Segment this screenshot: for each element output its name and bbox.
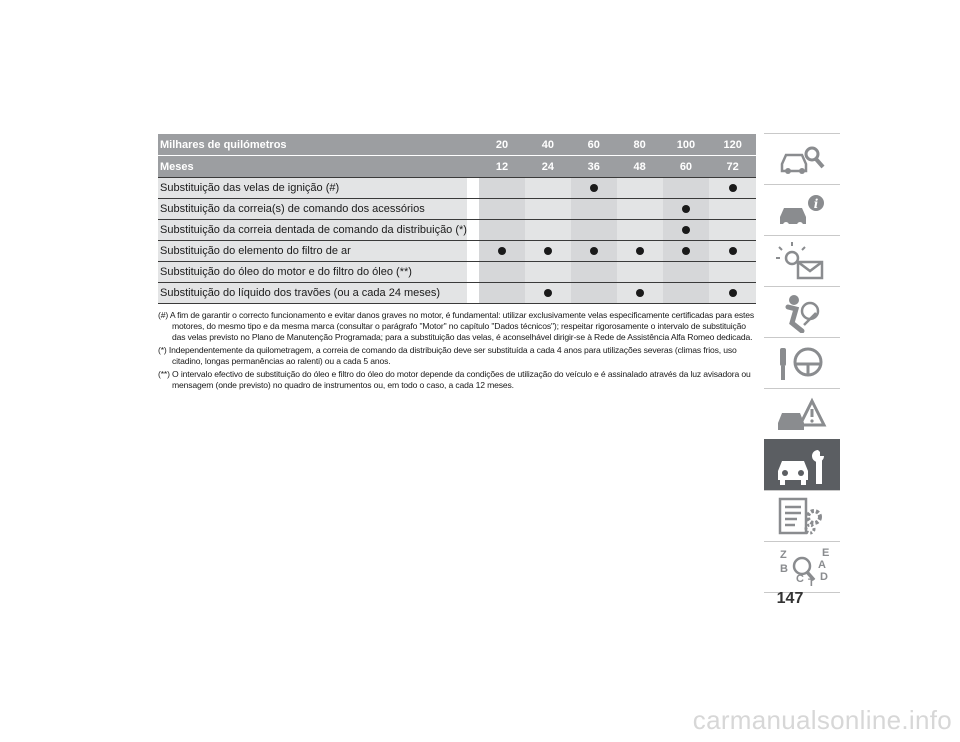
operation-label: Substituição da correia(s) de comando dos acessórios <box>158 199 467 220</box>
chapter-tab-3[interactable] <box>764 235 840 286</box>
interval-cell <box>571 220 617 241</box>
interval-cell <box>479 178 525 199</box>
index-letter: B <box>780 563 788 575</box>
interval-cell <box>617 178 663 199</box>
interval-cell <box>525 220 571 241</box>
operation-row <box>158 262 756 283</box>
interval-cell <box>663 199 710 220</box>
scheduled-dot-icon <box>544 289 552 297</box>
interval-cell <box>663 262 710 283</box>
interval-cell <box>663 241 710 262</box>
chapter-tab-9[interactable] <box>764 541 840 593</box>
interval-cell <box>617 241 663 262</box>
interval-cell <box>525 178 571 199</box>
svg-text:i: i <box>813 197 819 211</box>
interval-cell <box>663 283 710 304</box>
months-24: 24 <box>525 156 571 178</box>
operation-row <box>158 178 756 199</box>
interval-cell <box>709 199 756 220</box>
scheduled-dot-icon <box>636 289 644 297</box>
chapter-tab-4[interactable] <box>764 286 840 337</box>
interval-cell <box>709 178 756 199</box>
interval-cell <box>709 262 756 283</box>
scheduled-dot-icon <box>682 205 690 213</box>
car-wrench-icon <box>774 444 830 486</box>
chapter-tab-6[interactable] <box>764 388 840 439</box>
warning-light-envelope-icon <box>774 240 830 282</box>
interval-cell <box>617 199 663 220</box>
car-magnifier-icon <box>774 138 830 180</box>
passenger-airbag-icon <box>774 291 830 333</box>
interval-cell <box>525 262 571 283</box>
interval-cell <box>479 283 525 304</box>
interval-cell <box>663 178 710 199</box>
months-header-label: Meses <box>158 156 467 178</box>
months-36: 36 <box>571 156 617 178</box>
chapter-tabs <box>764 133 840 593</box>
scheduled-dot-icon <box>498 247 506 255</box>
scheduled-dot-icon <box>729 289 737 297</box>
operation-label: Substituição das velas de ignição (#) <box>158 178 467 199</box>
chapter-tab-5[interactable] <box>764 337 840 388</box>
interval-cell <box>525 199 571 220</box>
interval-cell <box>709 220 756 241</box>
footnote-timing-belt: (*) Independentemente da quilometragem, a correia de comando da distribuição deve ser substituída a cada 4 anos para utilizações severas (climas frios, uso citadino, longas permanências ao ralenti) ou a cada 5 anos. <box>158 345 737 366</box>
interval-cell <box>479 199 525 220</box>
interval-cell <box>617 262 663 283</box>
interval-cell <box>525 241 571 262</box>
interval-cell <box>663 220 710 241</box>
operation-row <box>158 283 756 304</box>
months-60: 60 <box>663 156 710 178</box>
scheduled-dot-icon <box>729 247 737 255</box>
km-header-row <box>158 134 756 156</box>
footnote-spark-plugs: (#) A fim de garantir o correcto funcionamento e evitar danos graves no motor, é fundamental: utilizar exclusivamente velas especificamente certificadas para estes motores, do mesmo tipo e da mesma marca (consultar o parágrafo "Motor" no capítulo "Dados técnicos"); respeitar rigorosamente o intervalo de substituição das velas previsto no Plano de Manutenção Programada; para a substituição das velas, é aconselhável dirigir-se à Rede de Assistência Alfa Romeo dedicada. <box>158 310 755 342</box>
footnotes <box>158 310 758 393</box>
interval-cell <box>571 178 617 199</box>
index-letter: Z <box>780 549 787 561</box>
km-120: 120 <box>709 134 756 156</box>
km-80: 80 <box>617 134 663 156</box>
operation-label: Substituição da correia dentada de comando da distribuição (*) <box>158 220 467 241</box>
interval-cell <box>571 262 617 283</box>
months-72: 72 <box>709 156 756 178</box>
document-gears-icon <box>774 495 830 537</box>
km-40: 40 <box>525 134 571 156</box>
operation-label: Substituição do elemento do filtro de ar <box>158 241 467 262</box>
steering-wheel-key-icon <box>774 342 830 384</box>
scheduled-dot-icon <box>544 247 552 255</box>
interval-cell <box>709 241 756 262</box>
operation-label: Substituição do líquido dos travões (ou a cada 24 meses) <box>158 283 467 304</box>
interval-cell <box>617 220 663 241</box>
operation-row <box>158 220 756 241</box>
watermark: carmanualsonline.info <box>692 705 952 735</box>
index-letter: C <box>796 573 804 585</box>
car-warning-triangle-icon <box>774 393 830 435</box>
interval-cell <box>479 241 525 262</box>
interval-cell <box>571 241 617 262</box>
page-number: 147 <box>776 590 804 607</box>
chapter-tab-7[interactable] <box>764 439 840 490</box>
months-12: 12 <box>479 156 525 178</box>
scheduled-dot-icon <box>590 184 598 192</box>
interval-cell <box>709 283 756 304</box>
index-letter: A <box>818 559 826 571</box>
operation-row <box>158 241 756 262</box>
interval-cell <box>571 199 617 220</box>
interval-cell <box>479 262 525 283</box>
alphabet-index-magnifier-icon <box>774 546 830 588</box>
operation-label: Substituição do óleo do motor e do filtro do óleo (**) <box>158 262 467 283</box>
km-100: 100 <box>663 134 710 156</box>
km-60: 60 <box>571 134 617 156</box>
interval-cell <box>571 283 617 304</box>
months-48: 48 <box>617 156 663 178</box>
scheduled-dot-icon <box>590 247 598 255</box>
scheduled-dot-icon <box>682 247 690 255</box>
months-header-row <box>158 156 756 178</box>
scheduled-dot-icon <box>682 226 690 234</box>
index-letter: E <box>822 547 830 559</box>
index-letter: T <box>808 577 815 588</box>
scheduled-dot-icon <box>729 184 737 192</box>
interval-cell <box>617 283 663 304</box>
km-20: 20 <box>479 134 525 156</box>
chapter-tab-2[interactable] <box>764 184 840 235</box>
chapter-tab-1[interactable] <box>764 133 840 184</box>
footnote-engine-oil: (**) O intervalo efectivo de substituição do óleo e filtro do óleo do motor depende da condições de utilização do veículo e é assinalado através da luz avisadora ou mensagem (onde previsto) no quadro de instrumentos ou, em todo o caso, a cada 12 meses. <box>158 369 751 390</box>
interval-cell <box>479 220 525 241</box>
maintenance-table <box>158 134 756 304</box>
index-letter: D <box>820 571 828 583</box>
scheduled-dot-icon <box>636 247 644 255</box>
interval-cell <box>525 283 571 304</box>
chapter-tab-8[interactable] <box>764 490 840 541</box>
operation-row <box>158 199 756 220</box>
car-info-icon <box>774 189 830 231</box>
km-header-label: Milhares de quilómetros <box>158 134 467 156</box>
